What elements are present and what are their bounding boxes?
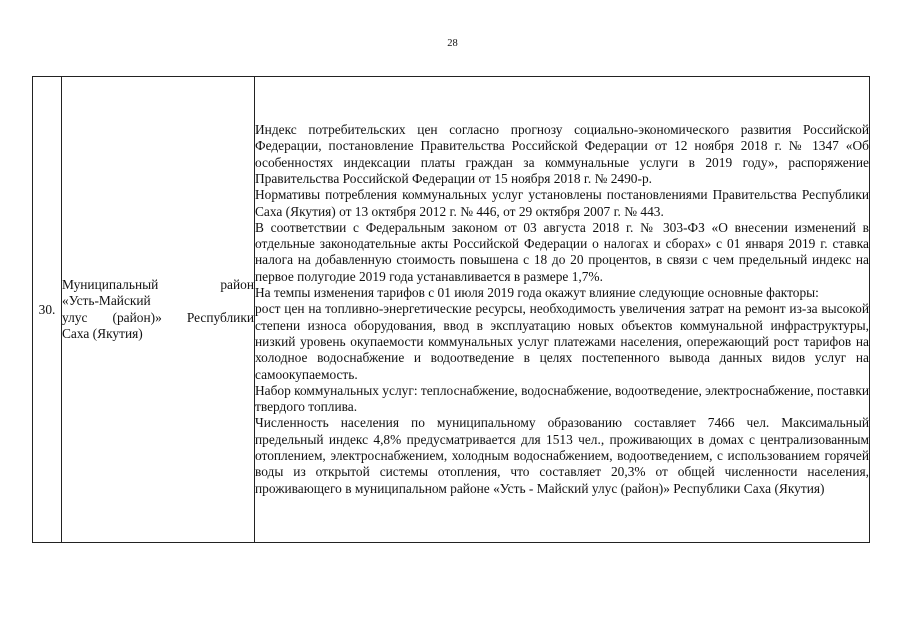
- paragraph-population: Численность населения по муниципальному образованию составляет 7466 чел. Максимальный предельный индекс 4,8% предусматривается для 1513 чел., проживающих в домах с централизованным отоплением, электроснабжением, холодным водоснабжением, водоотведением, с использованием горячей воды из открытой системы отопления, что составляет 20,3% от общей численности населения, проживающего в муниципальном районе «Усть - Майский улус (район)» Республики Саха (Якутия): [255, 415, 869, 496]
- paragraph-tariff-factors-intro: На темпы изменения тарифов с 01 июля 2019 года окажут влияние следующие основные факторы:: [255, 285, 819, 301]
- row-number: 30.: [33, 77, 62, 543]
- paragraph-vat-change: В соответствии с Федеральным законом от 03 августа 2018 г. № 303-ФЗ «О внесении изменений в отдельные законодательные акты Российской Федерации о налогах и сборах» с 01 января 2019 г. ставка налога на добавленную стоимость повышена с 18 до 20 процентов, в связи с чем предельный индекс на первое полугодие 2019 года устанавливается в размере 1,7%.: [255, 219, 869, 284]
- page-number: 28: [447, 38, 458, 49]
- paragraph-cpi-index: Индекс потребительских цен согласно прогнозу социально-экономического развития Российской Федерации, постановление Правительства Российской Федерации от 12 ноября 2018 г. № 1347 «Об особенностях индексации платы граждан за коммунальные услуги в 2019 году», распоряжение Правительства Российской Федерации от 15 ноября 2018 г. № 2490-р.: [255, 122, 869, 186]
- table-row: [33, 77, 870, 543]
- justification-text-cell: [255, 77, 870, 543]
- municipality-name-cell: [62, 77, 255, 543]
- municipality-name-line: улус (район)» Республики: [62, 309, 254, 325]
- tariff-table: [32, 76, 870, 543]
- municipality-name-line: Муниципальный район: [62, 276, 254, 292]
- paragraph-tariff-factors: рост цен на топливно-энергетические ресурсы, необходимость увеличения затрат на ремонт из-за высокой степени износа оборудования, ввод в эксплуатацию новых объектов коммунальной инфраструктуры, низкий уровень окупаемости коммунальных услуг платежами населения, опережающий рост тарифов на холодное водоснабжение и водоотведение в целях постепенного вывода данных видов услуг на самоокупаемость.: [255, 301, 869, 382]
- paragraph-utility-services: Набор коммунальных услуг: теплоснабжение, водоснабжение, водоотведение, электроснабжение, поставки твердого топлива.: [255, 382, 869, 415]
- municipality-name-line: Саха (Якутия): [62, 325, 143, 341]
- paragraph-consumption-norms: Нормативы потребления коммунальных услуг установлены постановлениями Правительства Республики Саха (Якутия) от 13 октября 2012 г. № 446, от 29 октября 2007 г. № 443.: [255, 187, 869, 219]
- municipality-name-line: «Усть-Майский: [62, 293, 151, 309]
